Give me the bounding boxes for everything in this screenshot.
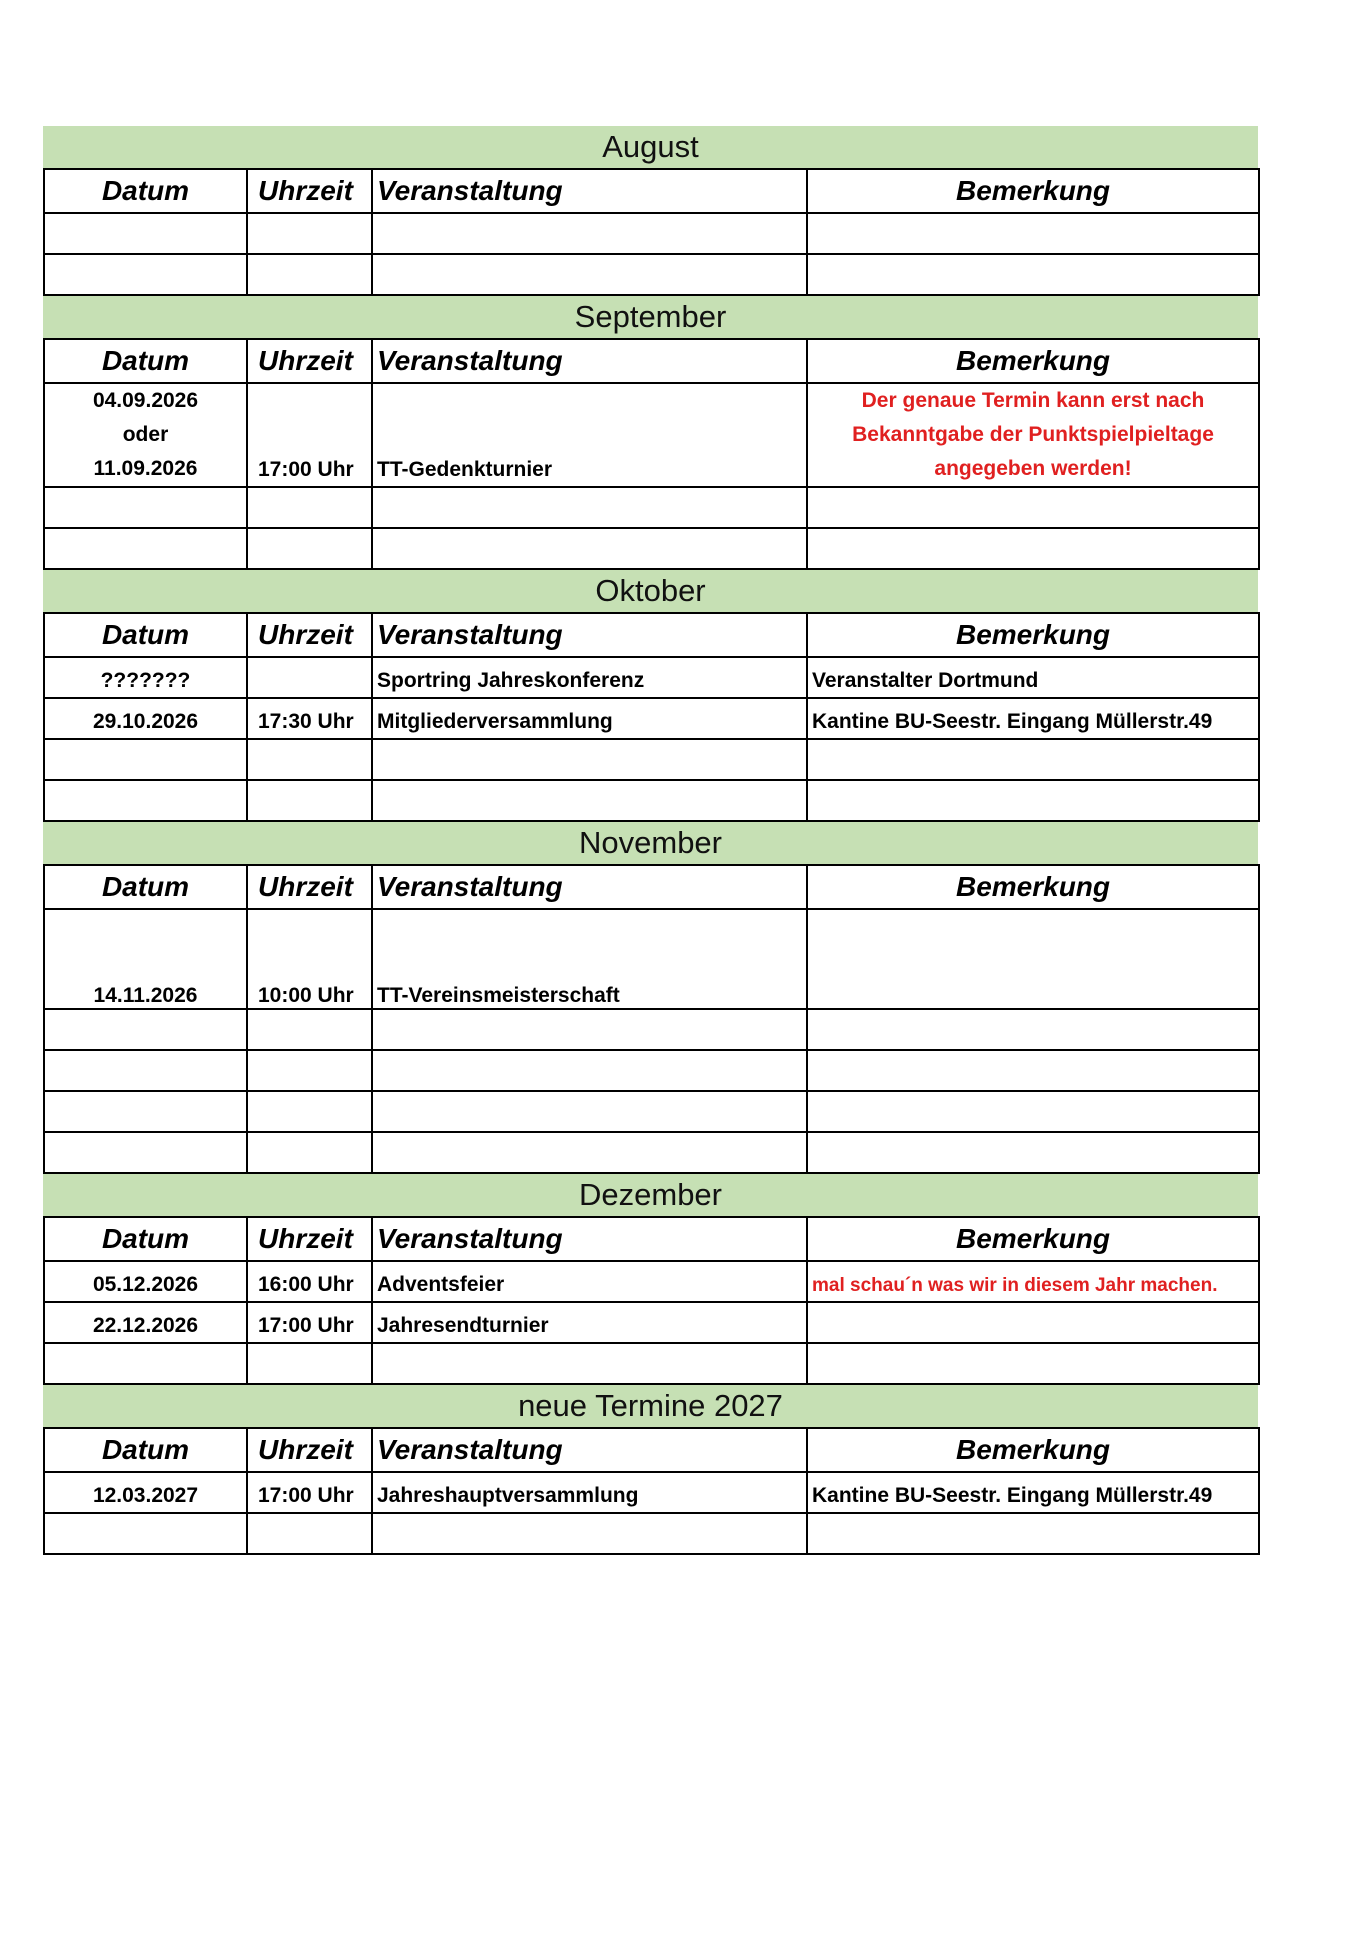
header-veranstaltung: Veranstaltung [372, 1217, 807, 1261]
note-cell [807, 1513, 1259, 1554]
month-title: neue Termine 2027 [43, 1385, 1258, 1427]
event-cell [372, 487, 807, 528]
table-row [44, 739, 1259, 780]
date-cell [44, 1050, 247, 1091]
time-cell: 17:00 Uhr [247, 1472, 372, 1513]
header-row [44, 865, 1259, 909]
header-uhrzeit: Uhrzeit [247, 339, 372, 383]
table-row [44, 1050, 1259, 1091]
date-line: 04.09.2026 [92, 389, 199, 412]
header-row [44, 339, 1259, 383]
note-cell [807, 213, 1259, 254]
event-cell: Sportring Jahreskonferenz [372, 657, 807, 698]
time-cell: 17:00 Uhr [247, 1302, 372, 1343]
events-table [43, 168, 1260, 296]
month-title: August [43, 126, 1258, 168]
events-table [43, 612, 1260, 822]
table-row [44, 1302, 1259, 1343]
header-datum: Datum [44, 865, 247, 909]
date-cell: 29.10.2026 [44, 698, 247, 739]
event-cell: Jahresendturnier [372, 1302, 807, 1343]
note-cell: Der genaue Termin kann erst nach Bekanntgabe der Punktspielpieltage angegeben werden! [807, 383, 1259, 487]
table-row [44, 487, 1259, 528]
note-cell [807, 1302, 1259, 1343]
date-cell: 14.11.2026 [44, 909, 247, 1009]
note-cell [807, 1009, 1259, 1050]
event-cell: Mitgliederversammlung [372, 698, 807, 739]
month-title: November [43, 822, 1258, 864]
event-cell: TT-Vereinsmeisterschaft [372, 909, 807, 1009]
note-cell [807, 254, 1259, 295]
event-cell [372, 1513, 807, 1554]
table-row [44, 1261, 1259, 1302]
header-datum: Datum [44, 1428, 247, 1472]
month-section [43, 1174, 1258, 1385]
table-row [44, 383, 1259, 487]
time-cell [247, 254, 372, 295]
header-row [44, 613, 1259, 657]
date-cell [44, 1132, 247, 1173]
time-cell: 17:00 Uhr [247, 383, 372, 487]
header-uhrzeit: Uhrzeit [247, 1428, 372, 1472]
time-cell [247, 739, 372, 780]
date-cell [44, 254, 247, 295]
table-row [44, 698, 1259, 739]
header-row [44, 1428, 1259, 1472]
header-row [44, 169, 1259, 213]
month-section [43, 296, 1258, 570]
date-cell [44, 383, 247, 487]
date-cell [44, 1009, 247, 1050]
event-cell [372, 739, 807, 780]
date-line: oder [122, 423, 169, 446]
event-cell: Adventsfeier [372, 1261, 807, 1302]
header-uhrzeit: Uhrzeit [247, 169, 372, 213]
date-cell [44, 528, 247, 569]
note-cell [807, 780, 1259, 821]
date-line: 11.09.2026 [93, 457, 198, 480]
date-cell: 22.12.2026 [44, 1302, 247, 1343]
table-row [44, 1513, 1259, 1554]
header-veranstaltung: Veranstaltung [372, 339, 807, 383]
header-veranstaltung: Veranstaltung [372, 169, 807, 213]
event-cell [372, 1343, 807, 1384]
table-row [44, 254, 1259, 295]
note-cell [807, 487, 1259, 528]
event-cell [372, 528, 807, 569]
event-cell [372, 1009, 807, 1050]
table-row [44, 1132, 1259, 1173]
header-uhrzeit: Uhrzeit [247, 865, 372, 909]
note-cell: mal schau´n was wir in diesem Jahr machen. [807, 1261, 1259, 1302]
date-cell [44, 780, 247, 821]
month-section [43, 822, 1258, 1174]
time-cell [247, 1132, 372, 1173]
event-cell [372, 1132, 807, 1173]
note-cell [807, 1132, 1259, 1173]
time-cell [247, 657, 372, 698]
header-veranstaltung: Veranstaltung [372, 865, 807, 909]
date-cell: 12.03.2027 [44, 1472, 247, 1513]
note-cell: Veranstalter Dortmund [807, 657, 1259, 698]
event-cell: Jahreshauptversammlung [372, 1472, 807, 1513]
table-row [44, 1091, 1259, 1132]
time-cell [247, 213, 372, 254]
date-cell [44, 739, 247, 780]
time-cell [247, 1343, 372, 1384]
table-row [44, 528, 1259, 569]
header-datum: Datum [44, 613, 247, 657]
note-cell [807, 1343, 1259, 1384]
events-table [43, 1427, 1260, 1555]
header-bemerkung: Bemerkung [807, 1217, 1259, 1261]
event-cell [372, 1091, 807, 1132]
event-cell [372, 254, 807, 295]
month-section [43, 126, 1258, 296]
month-title: September [43, 296, 1258, 338]
time-cell [247, 1513, 372, 1554]
table-row [44, 909, 1259, 1009]
header-datum: Datum [44, 1217, 247, 1261]
header-datum: Datum [44, 339, 247, 383]
date-cell [44, 1091, 247, 1132]
table-row [44, 780, 1259, 821]
month-title: Dezember [43, 1174, 1258, 1216]
header-bemerkung: Bemerkung [807, 339, 1259, 383]
date-cell [44, 213, 247, 254]
table-row [44, 1343, 1259, 1384]
note-cell [807, 1050, 1259, 1091]
time-cell [247, 1050, 372, 1091]
time-cell: 16:00 Uhr [247, 1261, 372, 1302]
table-row [44, 1472, 1259, 1513]
note-cell [807, 528, 1259, 569]
table-row [44, 657, 1259, 698]
time-cell [247, 780, 372, 821]
header-bemerkung: Bemerkung [807, 1428, 1259, 1472]
header-bemerkung: Bemerkung [807, 169, 1259, 213]
time-cell [247, 487, 372, 528]
header-row [44, 1217, 1259, 1261]
date-cell [44, 1343, 247, 1384]
header-bemerkung: Bemerkung [807, 865, 1259, 909]
header-datum: Datum [44, 169, 247, 213]
date-cell [44, 487, 247, 528]
date-cell: ??????? [44, 657, 247, 698]
table-row [44, 1009, 1259, 1050]
month-title: Oktober [43, 570, 1258, 612]
month-section [43, 570, 1258, 822]
time-cell: 10:00 Uhr [247, 909, 372, 1009]
time-cell: 17:30 Uhr [247, 698, 372, 739]
event-cell [372, 780, 807, 821]
month-section [43, 1385, 1258, 1555]
event-cell [372, 213, 807, 254]
date-cell: 05.12.2026 [44, 1261, 247, 1302]
event-cell [372, 1050, 807, 1091]
time-cell [247, 1009, 372, 1050]
note-cell [807, 739, 1259, 780]
events-table [43, 864, 1260, 1174]
header-bemerkung: Bemerkung [807, 613, 1259, 657]
header-veranstaltung: Veranstaltung [372, 613, 807, 657]
date-cell [44, 1513, 247, 1554]
table-row [44, 213, 1259, 254]
events-table [43, 338, 1260, 570]
event-cell: TT-Gedenkturnier [372, 383, 807, 487]
note-cell: Kantine BU-Seestr. Eingang Müllerstr.49 [807, 1472, 1259, 1513]
time-cell [247, 528, 372, 569]
note-cell [807, 1091, 1259, 1132]
note-cell: Kantine BU-Seestr. Eingang Müllerstr.49 [807, 698, 1259, 739]
header-uhrzeit: Uhrzeit [247, 613, 372, 657]
note-cell [807, 909, 1259, 1009]
time-cell [247, 1091, 372, 1132]
events-table [43, 1216, 1260, 1385]
header-veranstaltung: Veranstaltung [372, 1428, 807, 1472]
event-schedule [43, 126, 1258, 1555]
header-uhrzeit: Uhrzeit [247, 1217, 372, 1261]
